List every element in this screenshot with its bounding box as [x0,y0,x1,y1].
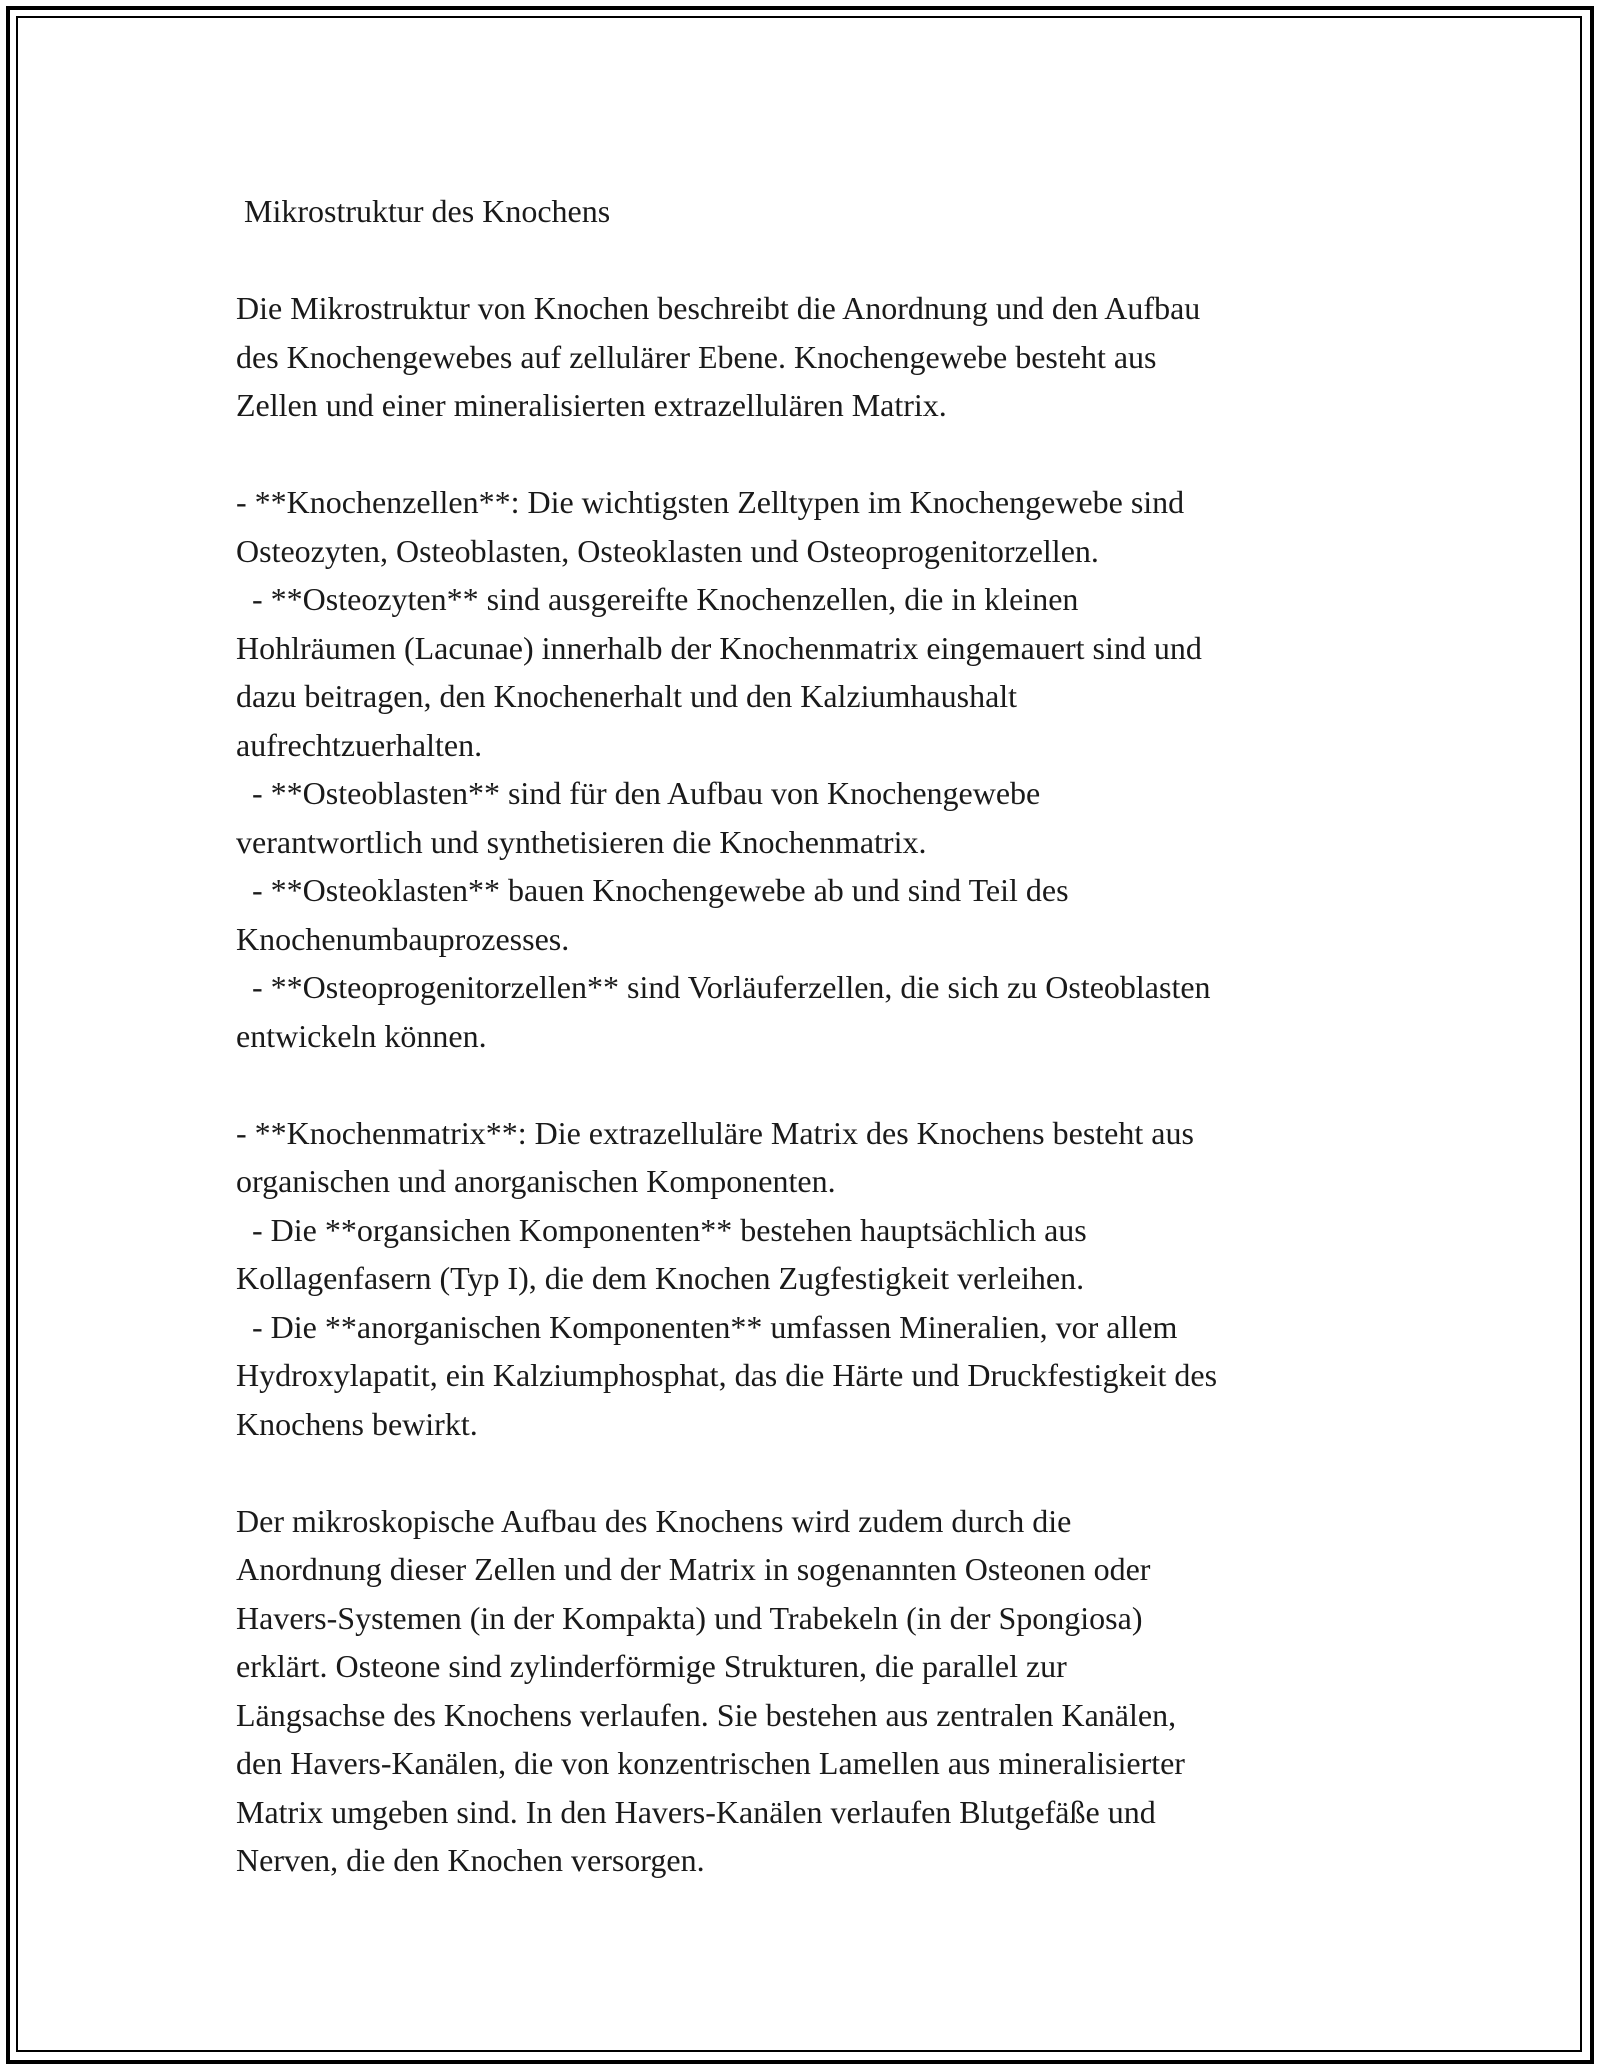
text-line: erklärt. Osteone sind zylinderförmige Strukturen, die parallel zur [236,1648,1067,1684]
cells-section [236,478,1416,1060]
text-line: - **Osteoklasten** bauen Knochengewebe ab und sind Teil des [236,872,1069,908]
text-line: Längsachse des Knochens verlaufen. Sie bestehen aus zentralen Kanälen, [236,1696,1177,1733]
text-line: organischen und anorganischen Komponenten. [236,1163,836,1199]
text-line: Knochenumbauprozesses. [236,920,570,957]
text-line: Kollagenfasern (Typ I), die dem Knochen Zugfestigkeit verleihen. [236,1260,1085,1296]
text-line: Matrix umgeben sind. In den Havers-Kanälen verlaufen Blutgefäße und [236,1793,1156,1830]
text-line: - **Osteoprogenitorzellen** sind Vorläuferzellen, die sich zu Osteoblasten [236,969,1211,1005]
text-line: des Knochengewebes auf zellulärer Ebene. Knochengewebe besteht aus [236,338,1157,375]
spacer [236,430,1416,479]
text-line: den Havers-Kanälen, die von konzentrischen Lamellen aus mineralisierter [236,1745,1185,1781]
text-line: verantwortlich und synthetisieren die Knochenmatrix. [236,823,927,860]
intro-paragraph [236,284,1416,430]
document-body [236,187,1416,1885]
text-line: Nerven, die den Knochen versorgen. [236,1842,705,1878]
text-line: aufrechtzuerhalten. [236,726,483,763]
matrix-section [236,1109,1416,1449]
text-line: Hohlräumen (Lacunae) innerhalb der Knochenmatrix eingemauert sind und [236,629,1202,666]
document-title: Mikrostruktur des Knochens [244,193,611,229]
text-line: - Die **organsichen Komponenten** bestehen hauptsächlich aus [236,1211,1087,1248]
text-line: - Die **anorganischen Komponenten** umfassen Mineralien, vor allem [236,1308,1178,1345]
text-line: - **Osteozyten** sind ausgereifte Knochenzellen, die in kleinen [236,581,1079,617]
spacer [236,1448,1416,1497]
text-line: - **Knochenzellen**: Die wichtigsten Zelltypen im Knochengewebe sind [236,484,1185,520]
text-line: Osteozyten, Osteoblasten, Osteoklasten und Osteoprogenitorzellen. [236,532,1099,569]
text-line: Der mikroskopische Aufbau des Knochens wird zudem durch die [236,1502,1072,1539]
spacer [236,236,1416,285]
spacer [236,1060,1416,1109]
text-line: Die Mikrostruktur von Knochen beschreibt die Anordnung und den Aufbau [236,290,1201,326]
conclusion-paragraph [236,1497,1416,1885]
text-line: Anordnung dieser Zellen und der Matrix in sogenannten Osteonen oder [236,1551,1151,1587]
text-line: entwickeln können. [236,1017,487,1054]
text-line: Zellen und einer mineralisierten extrazellulären Matrix. [236,387,947,423]
text-line: dazu beitragen, den Knochenerhalt und den Kalziumhaushalt [236,678,1018,714]
text-line: Havers-Systemen (in der Kompakta) und Trabekeln (in der Spongiosa) [236,1599,1143,1636]
text-line: Knochens bewirkt. [236,1405,478,1442]
text-line: Hydroxylapatit, ein Kalziumphosphat, das die Härte und Druckfestigkeit des [236,1357,1218,1393]
text-line: - **Osteoblasten** sind für den Aufbau von Knochengewebe [236,775,1041,811]
text-line: - **Knochenmatrix**: Die extrazelluläre Matrix des Knochens besteht aus [236,1114,1194,1151]
